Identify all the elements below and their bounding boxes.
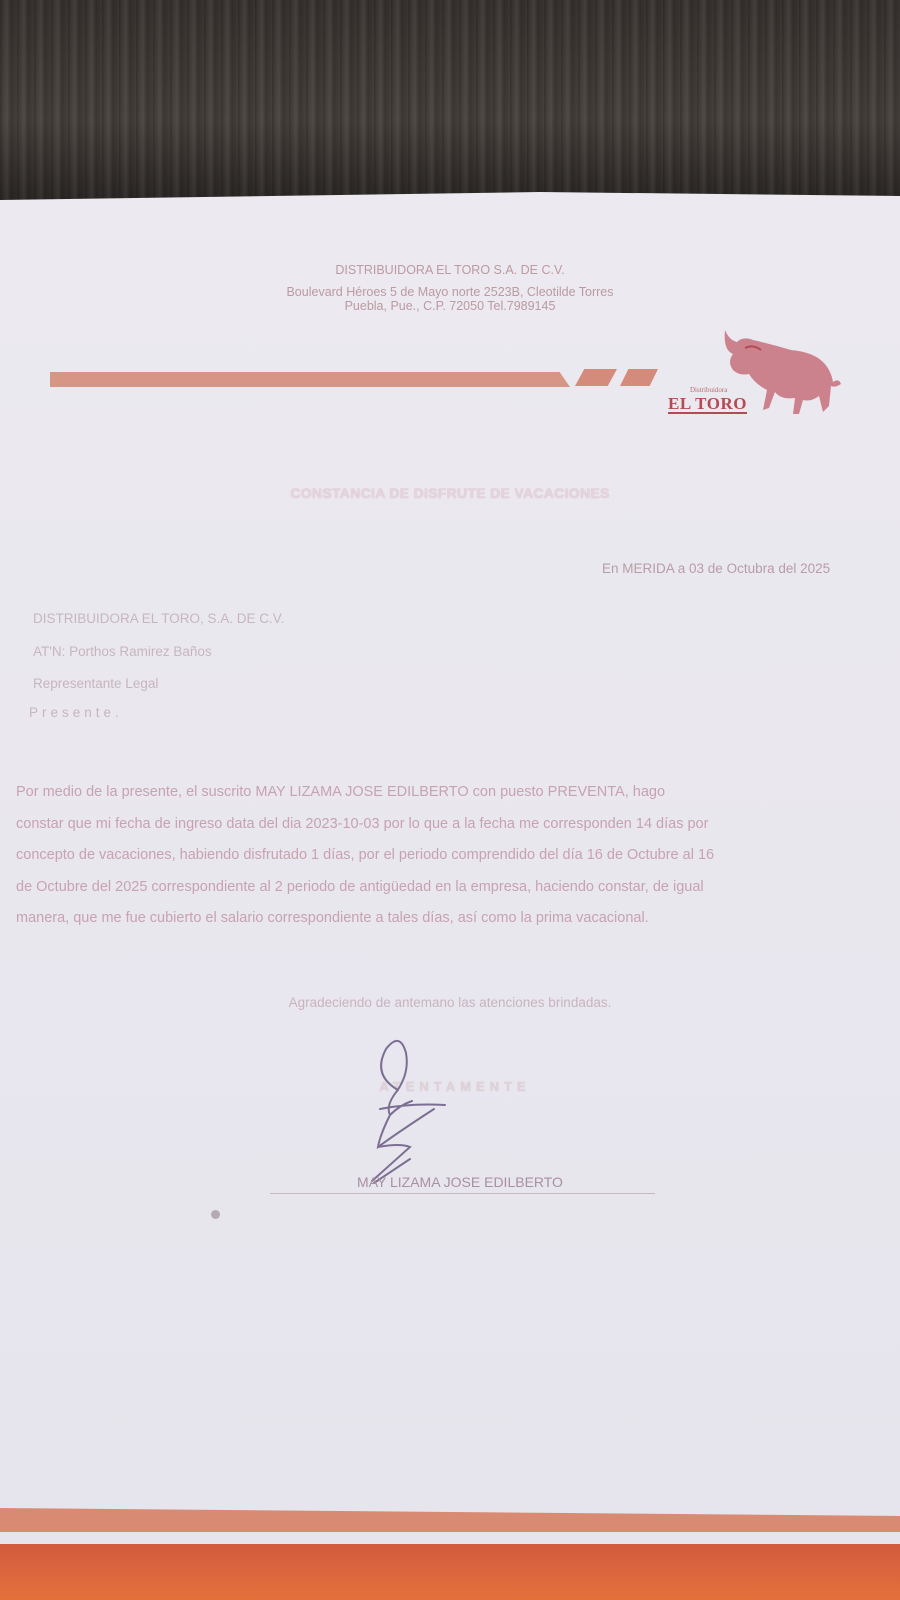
letterhead-city: Puebla, Pue., C.P. 72050 Tel.7989145 xyxy=(344,299,556,313)
body-line: Por medio de la presente, el suscrito MAY LIZAMA JOSE EDILBERTO con puesto PREVENTA, hago xyxy=(16,784,666,800)
recipient-attn: AT'N: Porthos Ramirez Baños xyxy=(33,644,212,659)
recipient-presente: Presente. xyxy=(29,705,123,720)
signer-name: MAY LIZAMA JOSE EDILBERTO xyxy=(357,1174,563,1190)
place-date: En MERIDA a 03 de Octubra del 2025 xyxy=(602,561,831,576)
letterhead-address: Boulevard Héroes 5 de Mayo norte 2523B, Cleotilde Torres xyxy=(286,285,614,299)
closing: ATENTAMENTE xyxy=(379,1079,531,1094)
body-line: de Octubre del 2025 correspondiente al 2 periodo de antigüedad en la empresa, haciendo constar, de igual xyxy=(16,878,704,895)
thanks-line: Agradeciendo de antemano las atenciones brindadas. xyxy=(288,995,612,1010)
logo-caption: Distribuidora xyxy=(690,386,728,394)
signature-line xyxy=(270,1193,655,1194)
recipient-role: Representante Legal xyxy=(33,676,159,691)
letterhead-company: DISTRIBUIDORA EL TORO S.A. DE C.V. xyxy=(335,263,565,277)
letter-body xyxy=(16,777,900,935)
paper-mark xyxy=(211,1210,220,1219)
letterhead-bar xyxy=(50,372,570,387)
body-line: manera, que me fue cubierto el salario correspondiente a tales días, así como la prima vacacional. xyxy=(16,910,649,926)
logo-title: EL TORO xyxy=(668,394,747,413)
document-title: CONSTANCIA DE DISFRUTE DE VACACIONES xyxy=(290,485,610,501)
footer-band-dark xyxy=(0,1544,900,1600)
wood-table-background xyxy=(0,0,900,200)
body-line: constar que mi fecha de ingreso data del dia 2023-10-03 por lo que a la fecha me corresponden 14 días por xyxy=(16,815,709,832)
body-line: concepto de vacaciones, habiendo disfrutado 1 días, por el periodo comprendido del día 16 de Octubre al 16 xyxy=(16,847,715,863)
recipient-company: DISTRIBUIDORA EL TORO, S.A. DE C.V. xyxy=(33,611,285,626)
